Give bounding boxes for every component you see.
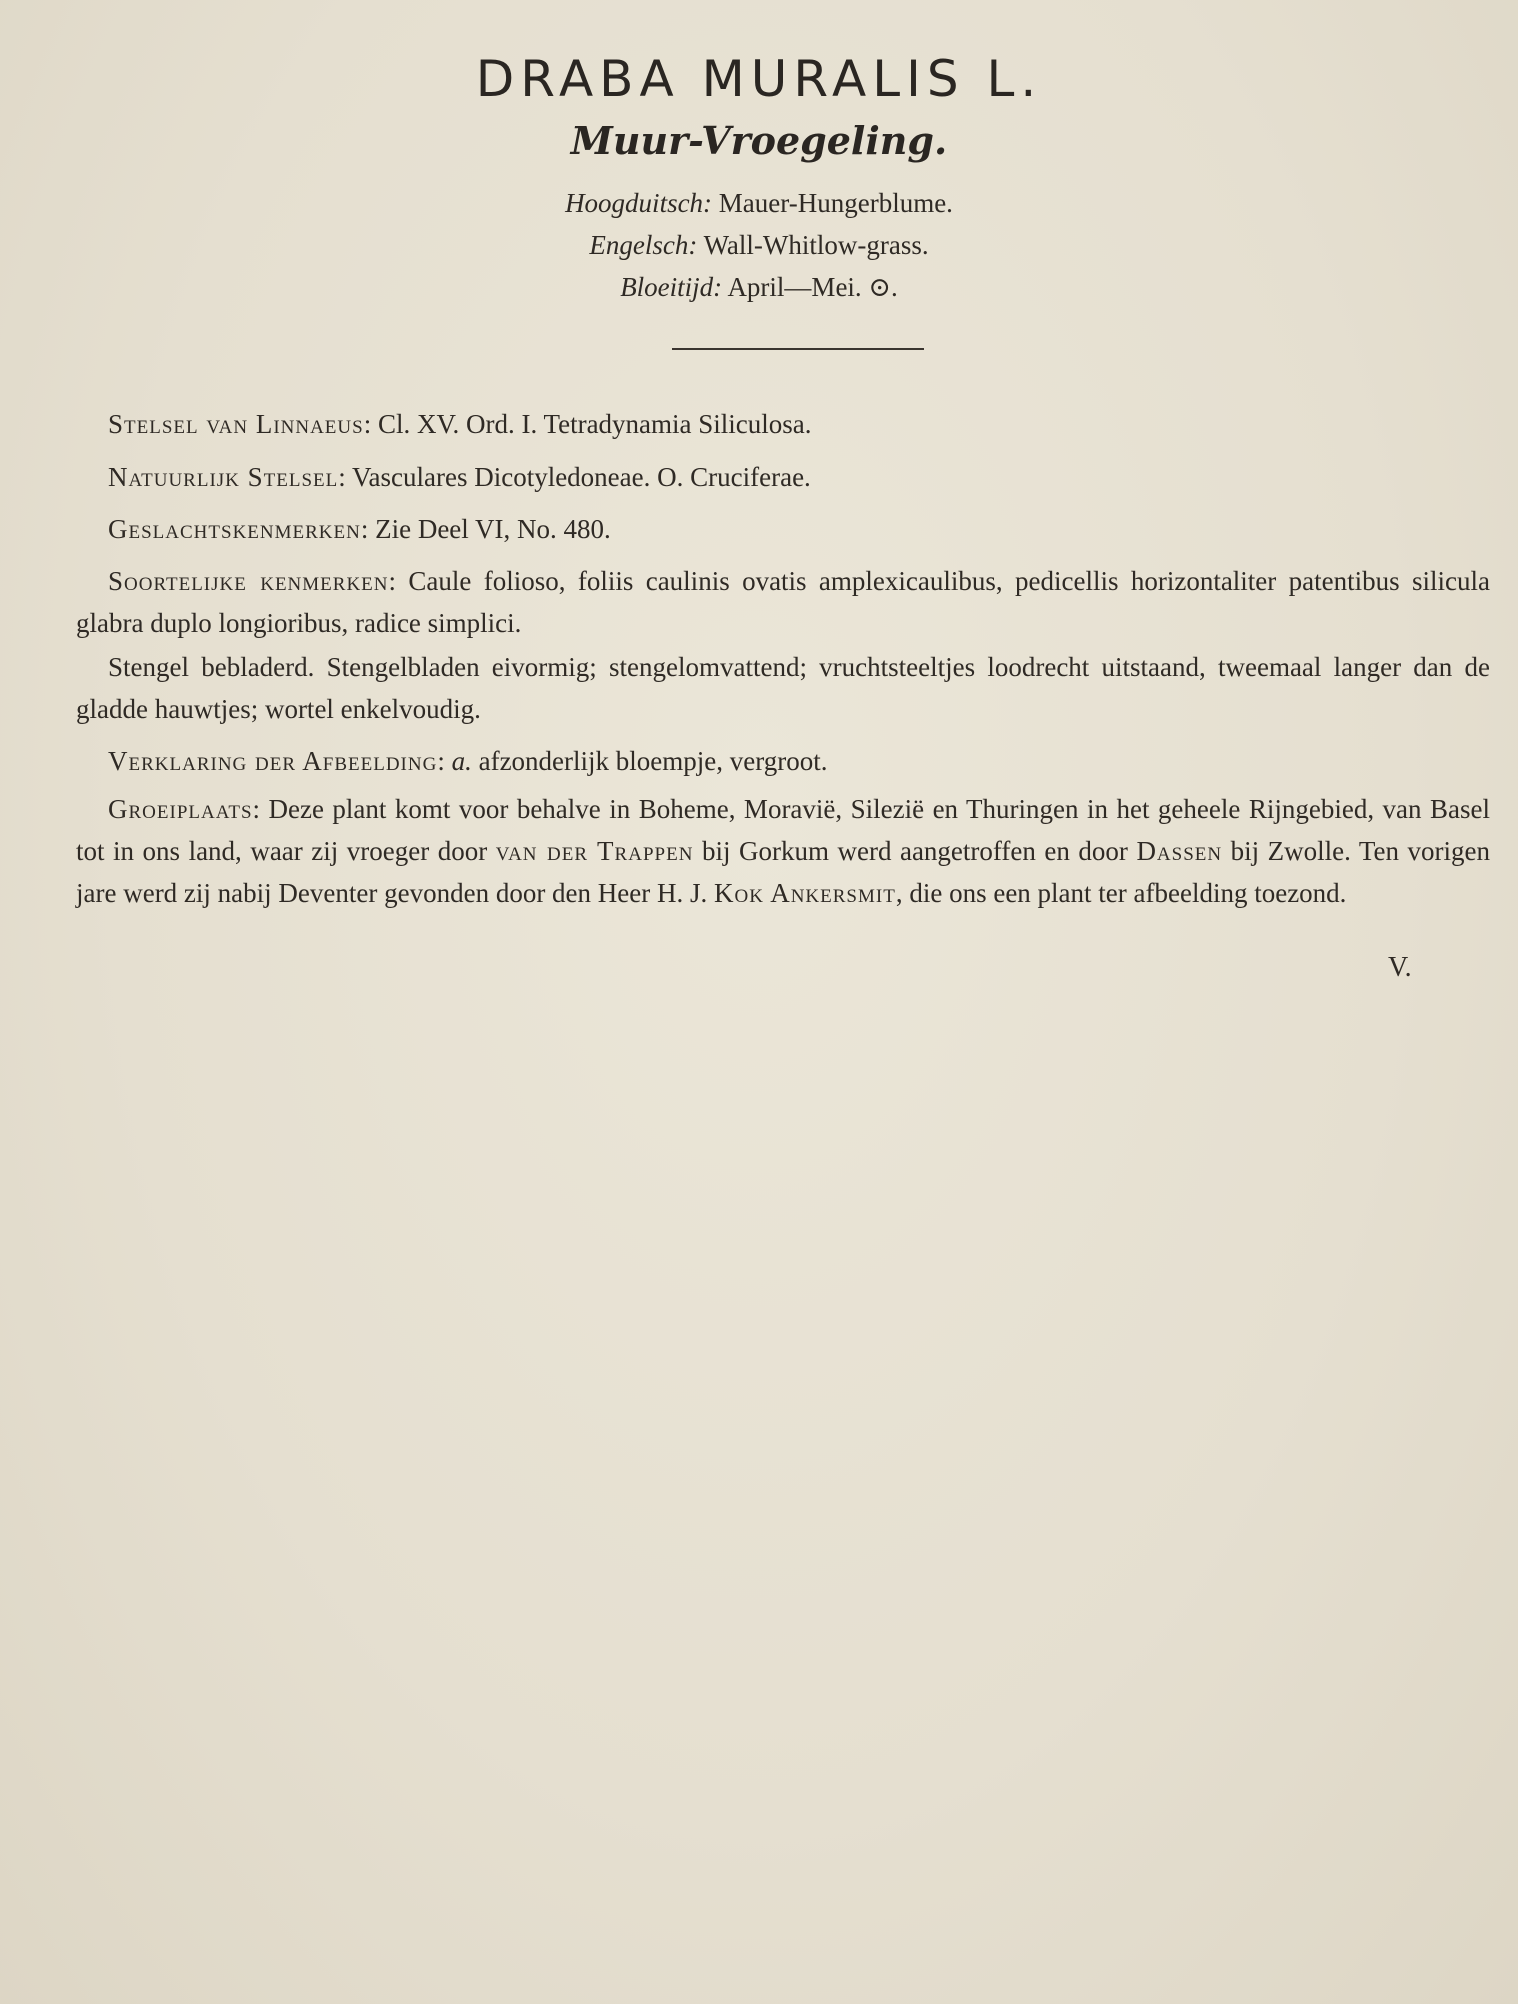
natural-system-paragraph [76,456,1490,498]
species-text: : Caule folioso, foliis caulinis ovatis amplexicaulibus, pedicellis horizontaliter patentibus silicula glabra duplo longioribus, radice simplici. [76,566,1490,638]
natural-system-label: Natuurlijk Stelsel [108,462,339,492]
habitat-text-4: , die ons een plant ter afbeelding toezond. [895,878,1347,908]
english-name-label: Engelsch: [589,230,698,260]
habitat-paragraph [76,788,1490,914]
natural-system-text: : Vasculares Dicotyledoneae. O. Cruciferae. [338,462,811,492]
habitat-text-1: : Deze plant komt voor behalve in Boheme, Moravië, Silezië en Thuringen in het geheele Rijngebied, van Basel tot in ons land, waar zij vroeger door [76,794,1490,866]
habitat-name-kok-ankersmit: Kok Ankersmit [714,878,896,908]
genus-label: Geslachtskenmerken [108,514,361,544]
page-subtitle: Muur-Vroegeling. [570,118,948,163]
description-paragraph: Stengel bebladerd. Stengelbladen eivormig; stengelomvattend; vruchtsteeltjes loodrecht uitstaand, tweemaal langer dan de gladde hauwtjes; wortel enkelvoudig. [76,652,1490,724]
flowering-time-value: April—Mei. ⊙. [727,272,898,302]
german-name-value: Mauer-Hungerblume. [718,188,953,218]
figure-text: afzonderlijk bloempje, vergroot. [471,746,828,776]
linnaeus-system-paragraph [76,403,1490,445]
habitat-label: Groeiplaats [108,794,253,824]
habitat-text-2: bij Gorkum werd aangetroffen en door [693,836,1137,866]
author-signature: V. [1388,952,1412,983]
habitat-text-3: bij Zwolle. Ten vorigen jare werd zij nabij Deventer gevonden door den Heer H. J. [76,836,1491,908]
genus-characteristics-paragraph [76,508,1490,550]
english-name-line [0,230,1518,261]
figure-separator: : [437,746,452,776]
german-name-line [0,188,1518,219]
flowering-time-line [0,272,1518,303]
habitat-name-van-der-trappen: van der Trappen [495,836,694,866]
habitat-name-dassen: Dassen [1136,836,1223,866]
species-characteristics-paragraph [76,560,1490,644]
figure-label: Verklaring der Afbeelding [108,746,438,776]
species-label: Soortelijke kenmerken [108,566,389,596]
figure-letter: a. [451,746,472,776]
linnaeus-text: : Cl. XV. Ord. I. Tetradynamia Siliculosa. [363,409,812,439]
flowering-time-label: Bloeitijd: [620,272,723,302]
german-name-label: Hoogduitsch: [565,188,713,218]
linnaeus-label: Stelsel van Linnaeus [108,409,364,439]
genus-text: : Zie Deel VI, No. 480. [360,514,611,544]
figure-explanation-paragraph [76,740,1490,782]
page-title: DRABA MURALIS L. [475,50,1043,108]
english-name-value: Wall-Whitlow-grass. [703,230,929,260]
divider-rule [672,348,924,350]
